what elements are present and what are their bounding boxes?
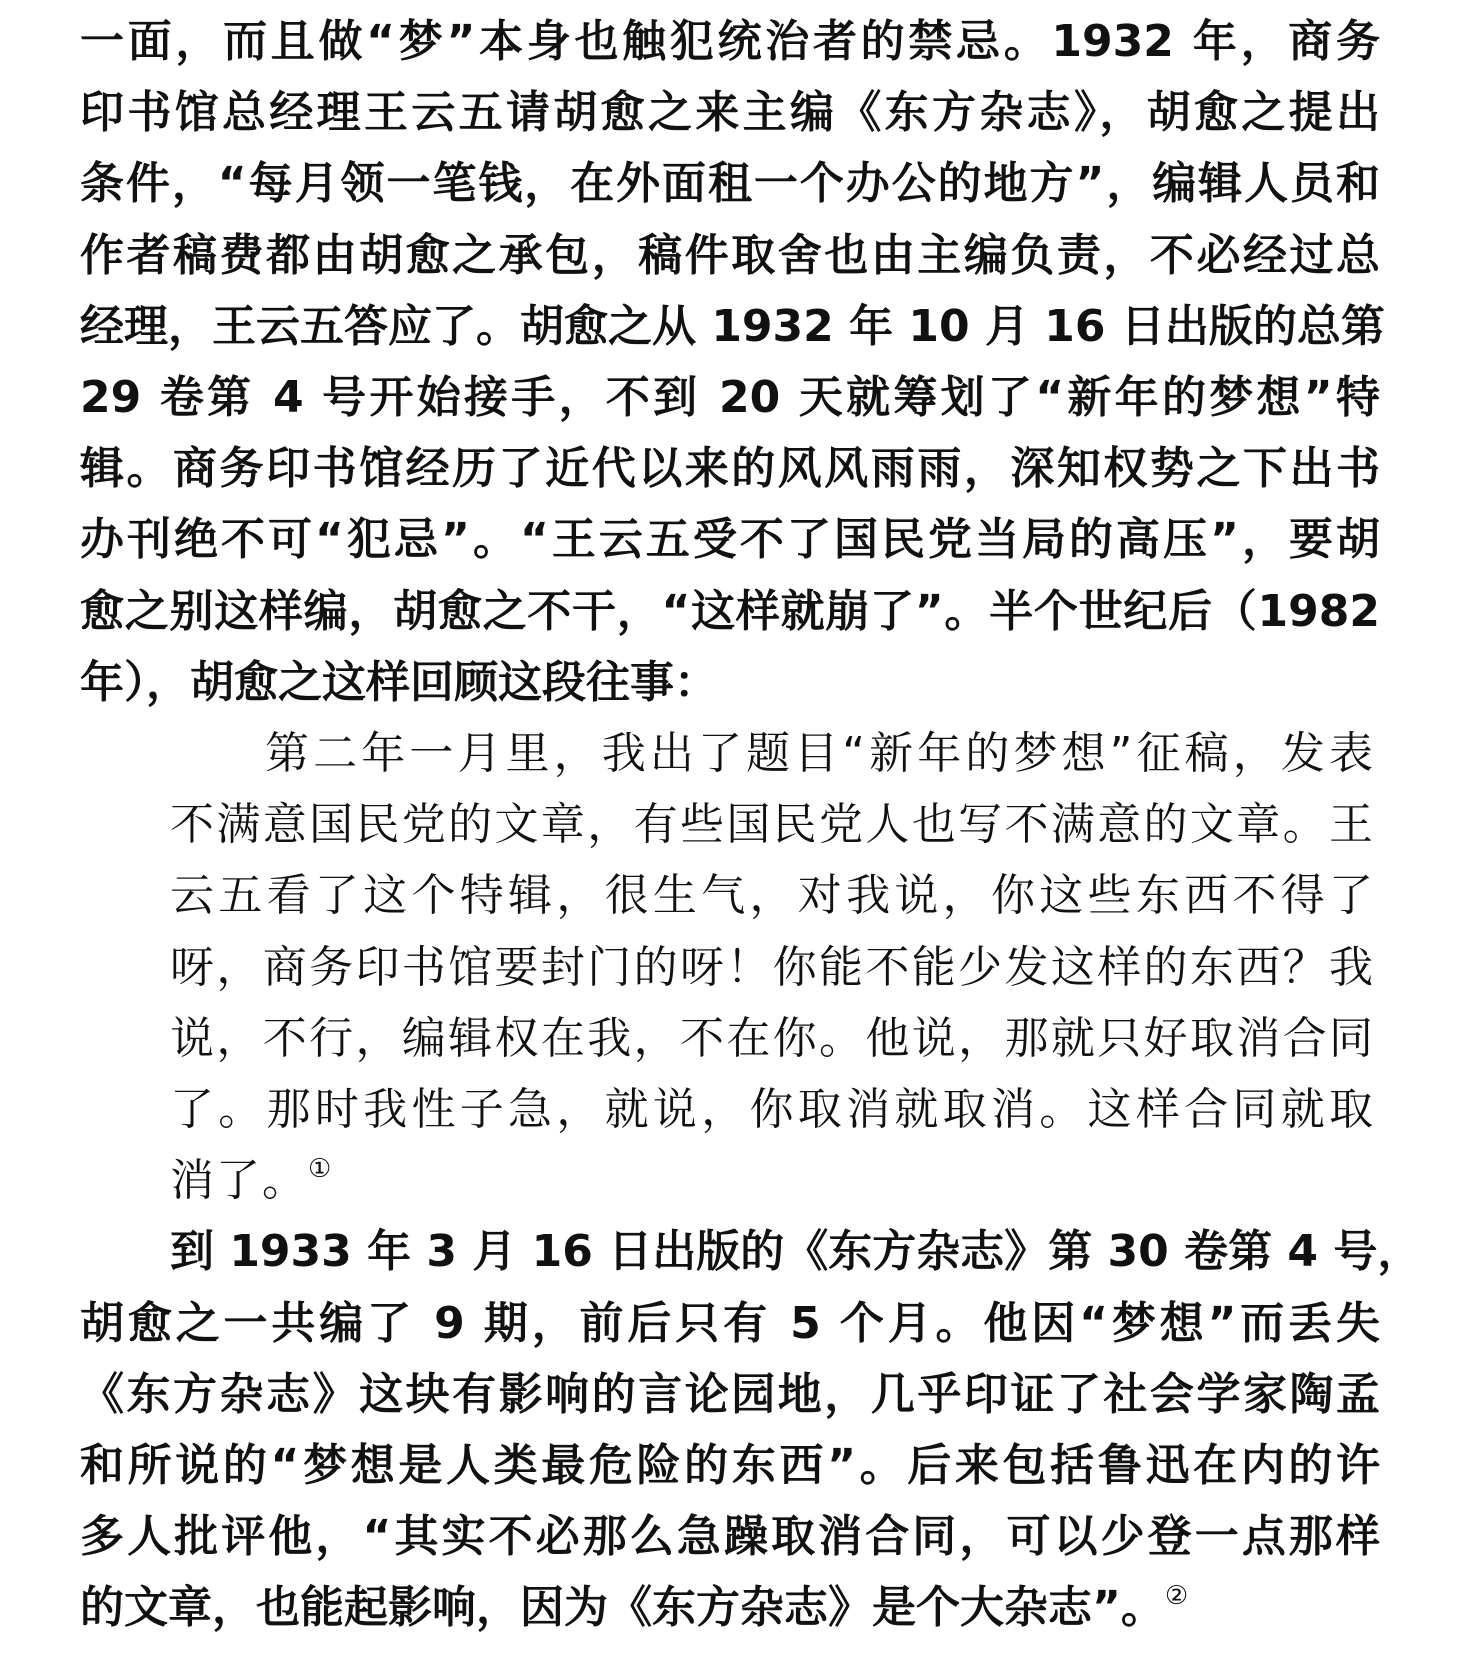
quote-line: 不满意国民党的文章，有些国民党人也写不满意的文章。王: [170, 799, 1375, 850]
quote-line: [170, 1153, 333, 1209]
text-line: 和所说的“梦想是人类最危险的东西”。后来包括鲁迅在内的许: [80, 1440, 1380, 1491]
footnote-marker: ①: [308, 1154, 334, 1184]
quote-line: 第二年一月里，我出了题目“新年的梦想”征稿，发表: [265, 728, 1375, 779]
quote-line: 云五看了这个特辑，很生气，对我说，你这些东西不得了: [170, 870, 1375, 921]
text-line: 多人批评他，“其实不必那么急躁取消合同，可以少登一点那样: [80, 1511, 1380, 1562]
text-line: 作者稿费都由胡愈之承包，稿件取舍也由主编负责，不必经过总: [80, 230, 1380, 281]
footnote-marker: ②: [1164, 1581, 1189, 1611]
text-line: 胡愈之一共编了 9 期，前后只有 5 个月。他因“梦想”而丢失: [80, 1298, 1380, 1349]
quote-line-text: 消了。: [170, 1155, 308, 1206]
text-line: 29 卷第 4 号开始接手，不到 20 天就筹划了“新年的梦想”特: [80, 372, 1380, 423]
text-line: 辑。商务印书馆经历了近代以来的风风雨雨，深知权势之下出书: [80, 443, 1380, 494]
text-line-text: 的文章，也能起影响，因为《东方杂志》是个大杂志”。: [80, 1582, 1165, 1633]
text-line: 年），胡愈之这样回顾这段往事：: [80, 657, 718, 708]
quote-line: 呀，商务印书馆要封门的呀！你能不能少发这样的东西？我: [170, 942, 1375, 993]
quote-line: 说，不行，编辑权在我，不在你。他说，那就只好取消合同: [170, 1013, 1375, 1064]
text-line: 一面，而且做“梦”本身也触犯统治者的禁忌。1932 年，商务: [80, 16, 1380, 67]
text-line: 印书馆总经理王云五请胡愈之来主编《东方杂志》，胡愈之提出: [80, 87, 1380, 138]
text-line: 到 1933 年 3 月 16 日出版的《东方杂志》第 30 卷第 4 号，: [170, 1226, 1422, 1277]
text-line: 愈之别这样编，胡愈之不干，“这样就崩了”。半个世纪后（1982: [80, 586, 1380, 637]
text-line: 条件，“每月领一笔钱，在外面租一个办公的地方”，编辑人员和: [80, 158, 1380, 209]
text-line: 《东方杂志》这块有影响的言论园地，几乎印证了社会学家陶孟: [80, 1369, 1380, 1420]
quote-line: 了。那时我性子急，就说，你取消就取消。这样合同就取: [170, 1084, 1375, 1135]
text-line: 办刊绝不可“犯忌”。“王云五受不了国民党当局的高压”，要胡: [80, 514, 1380, 565]
text-line: [80, 1580, 1188, 1636]
text-line: 经理，王云五答应了。胡愈之从 1932 年 10 月 16 日出版的总第: [80, 301, 1385, 352]
